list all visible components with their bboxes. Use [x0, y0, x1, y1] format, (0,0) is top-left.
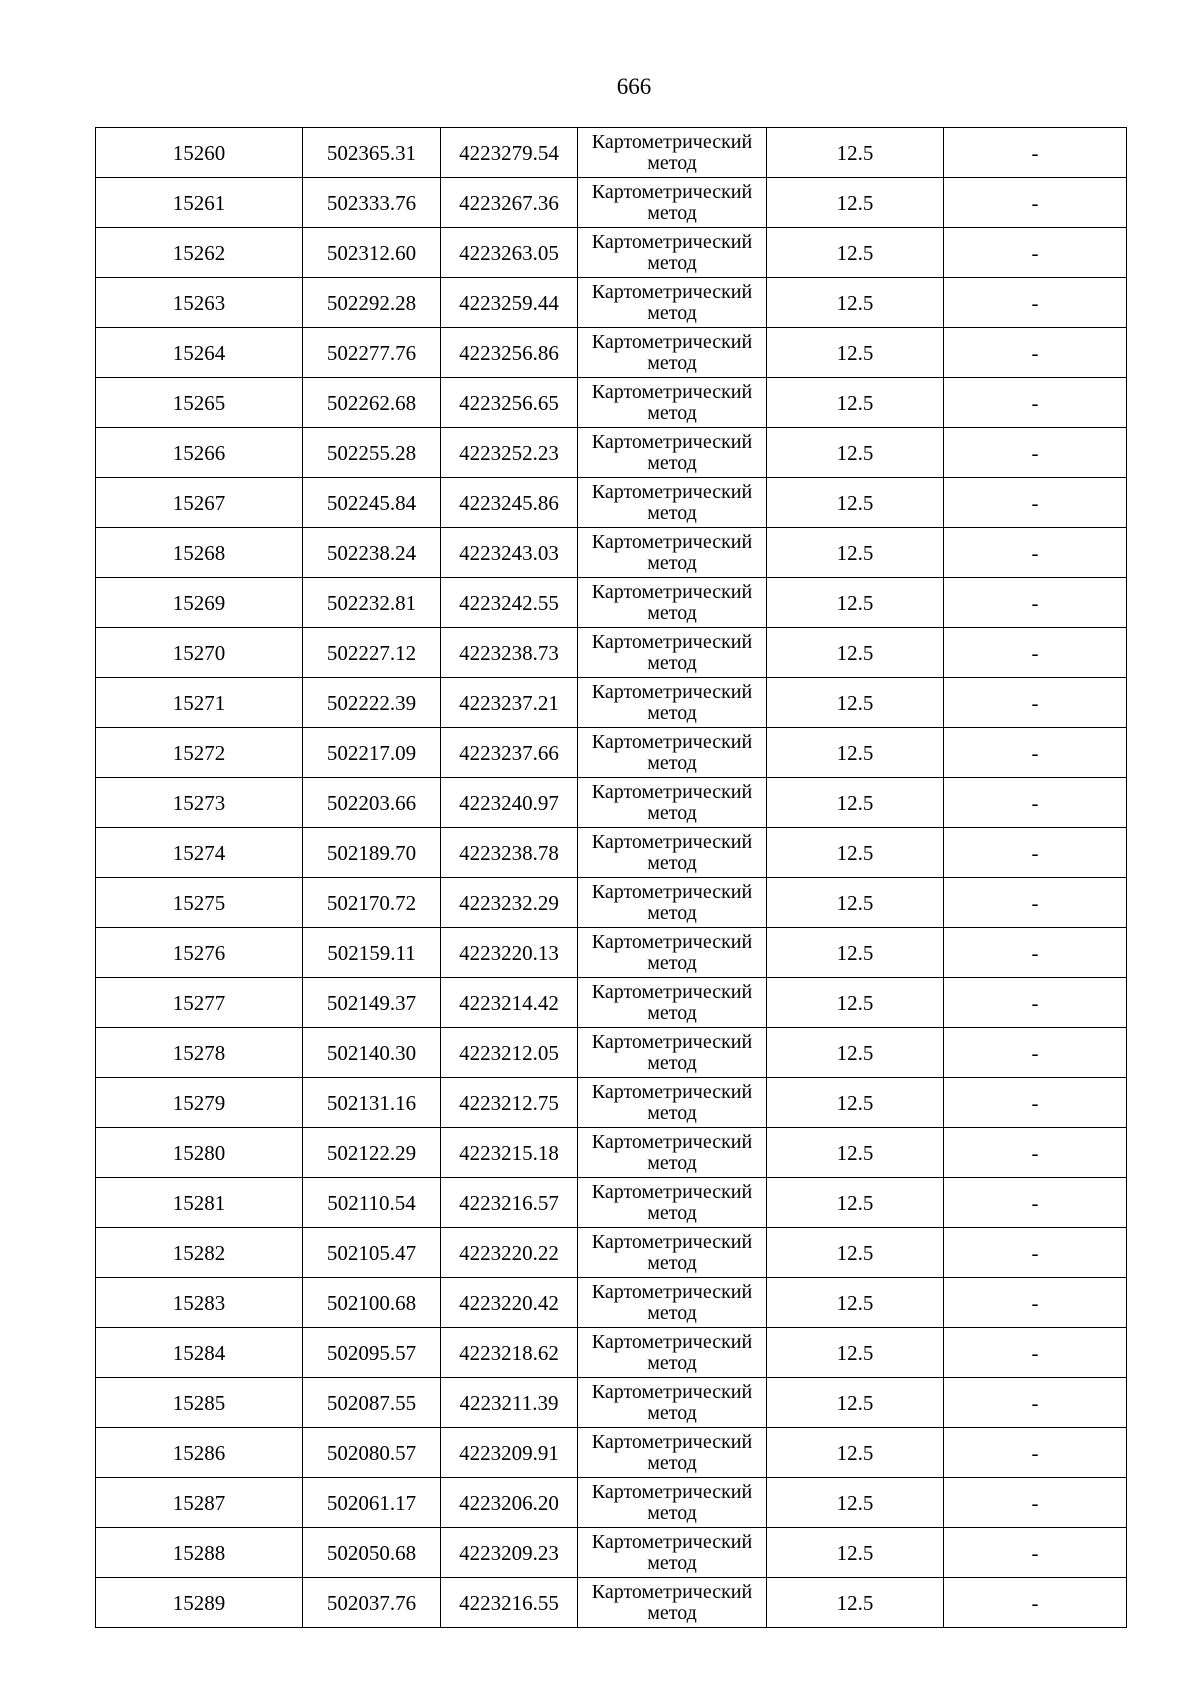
x-coordinate-cell: 502122.29	[303, 1128, 441, 1178]
accuracy-cell: 12.5	[767, 828, 944, 878]
y-coordinate-cell: 4223237.66	[441, 728, 578, 778]
note-cell: -	[944, 178, 1127, 228]
point-id-cell: 15287	[96, 1478, 303, 1528]
table-row	[96, 828, 1127, 878]
method-cell	[578, 578, 767, 628]
point-id-cell: 15280	[96, 1128, 303, 1178]
table-row	[96, 1478, 1127, 1528]
method-line1: Картометрический	[591, 930, 753, 953]
accuracy-cell: 12.5	[767, 378, 944, 428]
method-line2: метод	[647, 851, 697, 874]
accuracy-cell: 12.5	[767, 1128, 944, 1178]
note-cell: -	[944, 578, 1127, 628]
page-number: 666	[616, 74, 652, 99]
note-cell: -	[944, 478, 1127, 528]
method-line1: Картометрический	[591, 1330, 753, 1353]
table-row	[96, 1578, 1127, 1628]
x-coordinate-cell: 502232.81	[303, 578, 441, 628]
x-coordinate-cell: 502365.31	[303, 128, 441, 178]
x-coordinate-cell: 502159.11	[303, 928, 441, 978]
x-coordinate-cell: 502100.68	[303, 1278, 441, 1328]
note-cell: -	[944, 628, 1127, 678]
accuracy-cell: 12.5	[767, 778, 944, 828]
accuracy-cell: 12.5	[767, 678, 944, 728]
method-cell	[578, 428, 767, 478]
note-cell: -	[944, 128, 1127, 178]
x-coordinate-cell: 502061.17	[303, 1478, 441, 1528]
method-line1: Картометрический	[591, 1480, 753, 1503]
y-coordinate-cell: 4223245.86	[441, 478, 578, 528]
method-line1: Картометрический	[591, 880, 753, 903]
table-row	[96, 1078, 1127, 1128]
accuracy-cell: 12.5	[767, 1578, 944, 1628]
table-body	[96, 128, 1127, 1628]
note-cell: -	[944, 228, 1127, 278]
method-line1: Картометрический	[591, 1280, 753, 1303]
point-id-cell: 15262	[96, 228, 303, 278]
accuracy-cell: 12.5	[767, 1028, 944, 1078]
method-cell	[578, 1428, 767, 1478]
x-coordinate-cell: 502292.28	[303, 278, 441, 328]
method-line1: Картометрический	[591, 480, 753, 503]
y-coordinate-cell: 4223212.05	[441, 1028, 578, 1078]
x-coordinate-cell: 502217.09	[303, 728, 441, 778]
x-coordinate-cell: 502203.66	[303, 778, 441, 828]
method-line1: Картометрический	[591, 230, 753, 253]
x-coordinate-cell: 502110.54	[303, 1178, 441, 1228]
y-coordinate-cell: 4223263.05	[441, 228, 578, 278]
table-row	[96, 1328, 1127, 1378]
point-id-cell: 15286	[96, 1428, 303, 1478]
y-coordinate-cell: 4223211.39	[441, 1378, 578, 1428]
x-coordinate-cell: 502333.76	[303, 178, 441, 228]
method-line1: Картометрический	[591, 1030, 753, 1053]
x-coordinate-cell: 502189.70	[303, 828, 441, 878]
point-id-cell: 15288	[96, 1528, 303, 1578]
accuracy-cell: 12.5	[767, 1528, 944, 1578]
y-coordinate-cell: 4223209.91	[441, 1428, 578, 1478]
note-cell: -	[944, 1528, 1127, 1578]
coordinates-table	[95, 127, 1127, 1628]
table-row	[96, 678, 1127, 728]
table-row	[96, 328, 1127, 378]
x-coordinate-cell: 502170.72	[303, 878, 441, 928]
method-line1: Картометрический	[591, 130, 753, 153]
x-coordinate-cell: 502140.30	[303, 1028, 441, 1078]
table-row	[96, 278, 1127, 328]
method-line1: Картометрический	[591, 680, 753, 703]
method-line2: метод	[647, 1501, 697, 1524]
y-coordinate-cell: 4223212.75	[441, 1078, 578, 1128]
point-id-cell: 15264	[96, 328, 303, 378]
accuracy-cell: 12.5	[767, 228, 944, 278]
x-coordinate-cell: 502222.39	[303, 678, 441, 728]
table-row	[96, 928, 1127, 978]
note-cell: -	[944, 1278, 1127, 1328]
point-id-cell: 15277	[96, 978, 303, 1028]
table-row	[96, 1178, 1127, 1228]
method-line1: Картометрический	[591, 1580, 753, 1603]
table-row	[96, 528, 1127, 578]
y-coordinate-cell: 4223267.36	[441, 178, 578, 228]
accuracy-cell: 12.5	[767, 928, 944, 978]
table-row	[96, 978, 1127, 1028]
accuracy-cell: 12.5	[767, 1228, 944, 1278]
y-coordinate-cell: 4223206.20	[441, 1478, 578, 1528]
y-coordinate-cell: 4223218.62	[441, 1328, 578, 1378]
note-cell: -	[944, 428, 1127, 478]
x-coordinate-cell: 502262.68	[303, 378, 441, 428]
method-line2: метод	[647, 651, 697, 674]
note-cell: -	[944, 928, 1127, 978]
point-id-cell: 15281	[96, 1178, 303, 1228]
x-coordinate-cell: 502050.68	[303, 1528, 441, 1578]
point-id-cell: 15275	[96, 878, 303, 928]
method-cell	[578, 1128, 767, 1178]
method-cell	[578, 778, 767, 828]
note-cell: -	[944, 1578, 1127, 1628]
method-line2: метод	[647, 1301, 697, 1324]
method-line2: метод	[647, 551, 697, 574]
table-row	[96, 228, 1127, 278]
method-cell	[578, 1078, 767, 1128]
table-row	[96, 178, 1127, 228]
method-line2: метод	[647, 501, 697, 524]
note-cell: -	[944, 1228, 1127, 1278]
method-line2: метод	[647, 1601, 697, 1624]
accuracy-cell: 12.5	[767, 628, 944, 678]
method-line2: метод	[647, 451, 697, 474]
method-cell	[578, 1328, 767, 1378]
y-coordinate-cell: 4223256.65	[441, 378, 578, 428]
point-id-cell: 15266	[96, 428, 303, 478]
y-coordinate-cell: 4223214.42	[441, 978, 578, 1028]
y-coordinate-cell: 4223220.42	[441, 1278, 578, 1328]
y-coordinate-cell: 4223238.78	[441, 828, 578, 878]
method-line1: Картометрический	[591, 530, 753, 553]
point-id-cell: 15265	[96, 378, 303, 428]
accuracy-cell: 12.5	[767, 728, 944, 778]
accuracy-cell: 12.5	[767, 1478, 944, 1528]
note-cell: -	[944, 678, 1127, 728]
note-cell: -	[944, 728, 1127, 778]
method-cell	[578, 1028, 767, 1078]
table-row	[96, 1128, 1127, 1178]
method-cell	[578, 628, 767, 678]
point-id-cell: 15261	[96, 178, 303, 228]
accuracy-cell: 12.5	[767, 178, 944, 228]
note-cell: -	[944, 1428, 1127, 1478]
method-line2: метод	[647, 351, 697, 374]
x-coordinate-cell: 502255.28	[303, 428, 441, 478]
method-cell	[578, 528, 767, 578]
table-row	[96, 1428, 1127, 1478]
x-coordinate-cell: 502095.57	[303, 1328, 441, 1378]
point-id-cell: 15271	[96, 678, 303, 728]
x-coordinate-cell: 502105.47	[303, 1228, 441, 1278]
method-line1: Картометрический	[591, 280, 753, 303]
method-line2: метод	[647, 1051, 697, 1074]
note-cell: -	[944, 528, 1127, 578]
method-line1: Картометрический	[591, 1530, 753, 1553]
method-line2: метод	[647, 1001, 697, 1024]
note-cell: -	[944, 978, 1127, 1028]
table-row	[96, 1228, 1127, 1278]
y-coordinate-cell: 4223240.97	[441, 778, 578, 828]
method-line1: Картометрический	[591, 380, 753, 403]
point-id-cell: 15269	[96, 578, 303, 628]
method-line2: метод	[647, 601, 697, 624]
note-cell: -	[944, 1478, 1127, 1528]
note-cell: -	[944, 828, 1127, 878]
method-cell	[578, 978, 767, 1028]
y-coordinate-cell: 4223237.21	[441, 678, 578, 728]
x-coordinate-cell: 502245.84	[303, 478, 441, 528]
table-row	[96, 628, 1127, 678]
method-line2: метод	[647, 1151, 697, 1174]
accuracy-cell: 12.5	[767, 978, 944, 1028]
table-row	[96, 1278, 1127, 1328]
table-row	[96, 378, 1127, 428]
point-id-cell: 15284	[96, 1328, 303, 1378]
accuracy-cell: 12.5	[767, 1378, 944, 1428]
accuracy-cell: 12.5	[767, 128, 944, 178]
point-id-cell: 15283	[96, 1278, 303, 1328]
method-cell	[578, 1278, 767, 1328]
method-cell	[578, 228, 767, 278]
x-coordinate-cell: 502131.16	[303, 1078, 441, 1128]
method-line2: метод	[647, 1201, 697, 1224]
method-line1: Картометрический	[591, 1230, 753, 1253]
method-line2: метод	[647, 151, 697, 174]
method-line1: Картометрический	[591, 730, 753, 753]
note-cell: -	[944, 878, 1127, 928]
method-line2: метод	[647, 1551, 697, 1574]
table-row	[96, 778, 1127, 828]
method-line2: метод	[647, 1451, 697, 1474]
y-coordinate-cell: 4223216.55	[441, 1578, 578, 1628]
accuracy-cell: 12.5	[767, 328, 944, 378]
table-row	[96, 578, 1127, 628]
accuracy-cell: 12.5	[767, 1078, 944, 1128]
method-line2: метод	[647, 401, 697, 424]
accuracy-cell: 12.5	[767, 278, 944, 328]
accuracy-cell: 12.5	[767, 1178, 944, 1228]
method-line2: метод	[647, 1251, 697, 1274]
method-cell	[578, 128, 767, 178]
note-cell: -	[944, 1078, 1127, 1128]
method-cell	[578, 278, 767, 328]
method-cell	[578, 678, 767, 728]
method-cell	[578, 878, 767, 928]
point-id-cell: 15278	[96, 1028, 303, 1078]
method-line1: Картометрический	[591, 330, 753, 353]
point-id-cell: 15268	[96, 528, 303, 578]
point-id-cell: 15274	[96, 828, 303, 878]
note-cell: -	[944, 778, 1127, 828]
method-line1: Картометрический	[591, 630, 753, 653]
method-cell	[578, 378, 767, 428]
y-coordinate-cell: 4223220.13	[441, 928, 578, 978]
method-line2: метод	[647, 301, 697, 324]
y-coordinate-cell: 4223220.22	[441, 1228, 578, 1278]
accuracy-cell: 12.5	[767, 1428, 944, 1478]
method-line1: Картометрический	[591, 580, 753, 603]
accuracy-cell: 12.5	[767, 528, 944, 578]
method-line2: метод	[647, 801, 697, 824]
method-line2: метод	[647, 751, 697, 774]
method-cell	[578, 828, 767, 878]
table-row	[96, 878, 1127, 928]
point-id-cell: 15260	[96, 128, 303, 178]
method-line1: Картометрический	[591, 1380, 753, 1403]
note-cell: -	[944, 378, 1127, 428]
method-cell	[578, 1378, 767, 1428]
method-cell	[578, 328, 767, 378]
x-coordinate-cell: 502227.12	[303, 628, 441, 678]
point-id-cell: 15279	[96, 1078, 303, 1128]
method-line2: метод	[647, 951, 697, 974]
note-cell: -	[944, 278, 1127, 328]
method-line1: Картометрический	[591, 180, 753, 203]
y-coordinate-cell: 4223242.55	[441, 578, 578, 628]
method-line2: метод	[647, 251, 697, 274]
y-coordinate-cell: 4223232.29	[441, 878, 578, 928]
point-id-cell: 15282	[96, 1228, 303, 1278]
point-id-cell: 15267	[96, 478, 303, 528]
point-id-cell: 15263	[96, 278, 303, 328]
method-line1: Картометрический	[591, 1130, 753, 1153]
x-coordinate-cell: 502087.55	[303, 1378, 441, 1428]
table-row	[96, 728, 1127, 778]
accuracy-cell: 12.5	[767, 878, 944, 928]
y-coordinate-cell: 4223256.86	[441, 328, 578, 378]
x-coordinate-cell: 502238.24	[303, 528, 441, 578]
x-coordinate-cell: 502149.37	[303, 978, 441, 1028]
method-cell	[578, 928, 767, 978]
method-line1: Картометрический	[591, 780, 753, 803]
method-line1: Картометрический	[591, 1430, 753, 1453]
method-line1: Картометрический	[591, 980, 753, 1003]
y-coordinate-cell: 4223279.54	[441, 128, 578, 178]
note-cell: -	[944, 1028, 1127, 1078]
point-id-cell: 15289	[96, 1578, 303, 1628]
method-line1: Картометрический	[591, 430, 753, 453]
method-line2: метод	[647, 701, 697, 724]
accuracy-cell: 12.5	[767, 1278, 944, 1328]
point-id-cell: 15272	[96, 728, 303, 778]
note-cell: -	[944, 1128, 1127, 1178]
point-id-cell: 15270	[96, 628, 303, 678]
method-cell	[578, 1478, 767, 1528]
y-coordinate-cell: 4223238.73	[441, 628, 578, 678]
method-cell	[578, 478, 767, 528]
note-cell: -	[944, 328, 1127, 378]
method-cell	[578, 1528, 767, 1578]
point-id-cell: 15285	[96, 1378, 303, 1428]
y-coordinate-cell: 4223215.18	[441, 1128, 578, 1178]
table-row	[96, 478, 1127, 528]
method-cell	[578, 1578, 767, 1628]
x-coordinate-cell: 502277.76	[303, 328, 441, 378]
table-row	[96, 1528, 1127, 1578]
method-line2: метод	[647, 1401, 697, 1424]
point-id-cell: 15273	[96, 778, 303, 828]
method-line2: метод	[647, 201, 697, 224]
x-coordinate-cell: 502080.57	[303, 1428, 441, 1478]
x-coordinate-cell: 502312.60	[303, 228, 441, 278]
table-row	[96, 128, 1127, 178]
method-line2: метод	[647, 1351, 697, 1374]
y-coordinate-cell: 4223252.23	[441, 428, 578, 478]
accuracy-cell: 12.5	[767, 578, 944, 628]
method-cell	[578, 1178, 767, 1228]
method-line1: Картометрический	[591, 1080, 753, 1103]
table-row	[96, 428, 1127, 478]
method-line1: Картометрический	[591, 830, 753, 853]
accuracy-cell: 12.5	[767, 478, 944, 528]
y-coordinate-cell: 4223243.03	[441, 528, 578, 578]
method-line2: метод	[647, 1101, 697, 1124]
method-cell	[578, 178, 767, 228]
accuracy-cell: 12.5	[767, 428, 944, 478]
table-row	[96, 1378, 1127, 1428]
method-line1: Картометрический	[591, 1180, 753, 1203]
method-cell	[578, 1228, 767, 1278]
method-line2: метод	[647, 901, 697, 924]
note-cell: -	[944, 1328, 1127, 1378]
y-coordinate-cell: 4223216.57	[441, 1178, 578, 1228]
note-cell: -	[944, 1378, 1127, 1428]
note-cell: -	[944, 1178, 1127, 1228]
method-cell	[578, 728, 767, 778]
point-id-cell: 15276	[96, 928, 303, 978]
accuracy-cell: 12.5	[767, 1328, 944, 1378]
y-coordinate-cell: 4223259.44	[441, 278, 578, 328]
x-coordinate-cell: 502037.76	[303, 1578, 441, 1628]
table-row	[96, 1028, 1127, 1078]
y-coordinate-cell: 4223209.23	[441, 1528, 578, 1578]
